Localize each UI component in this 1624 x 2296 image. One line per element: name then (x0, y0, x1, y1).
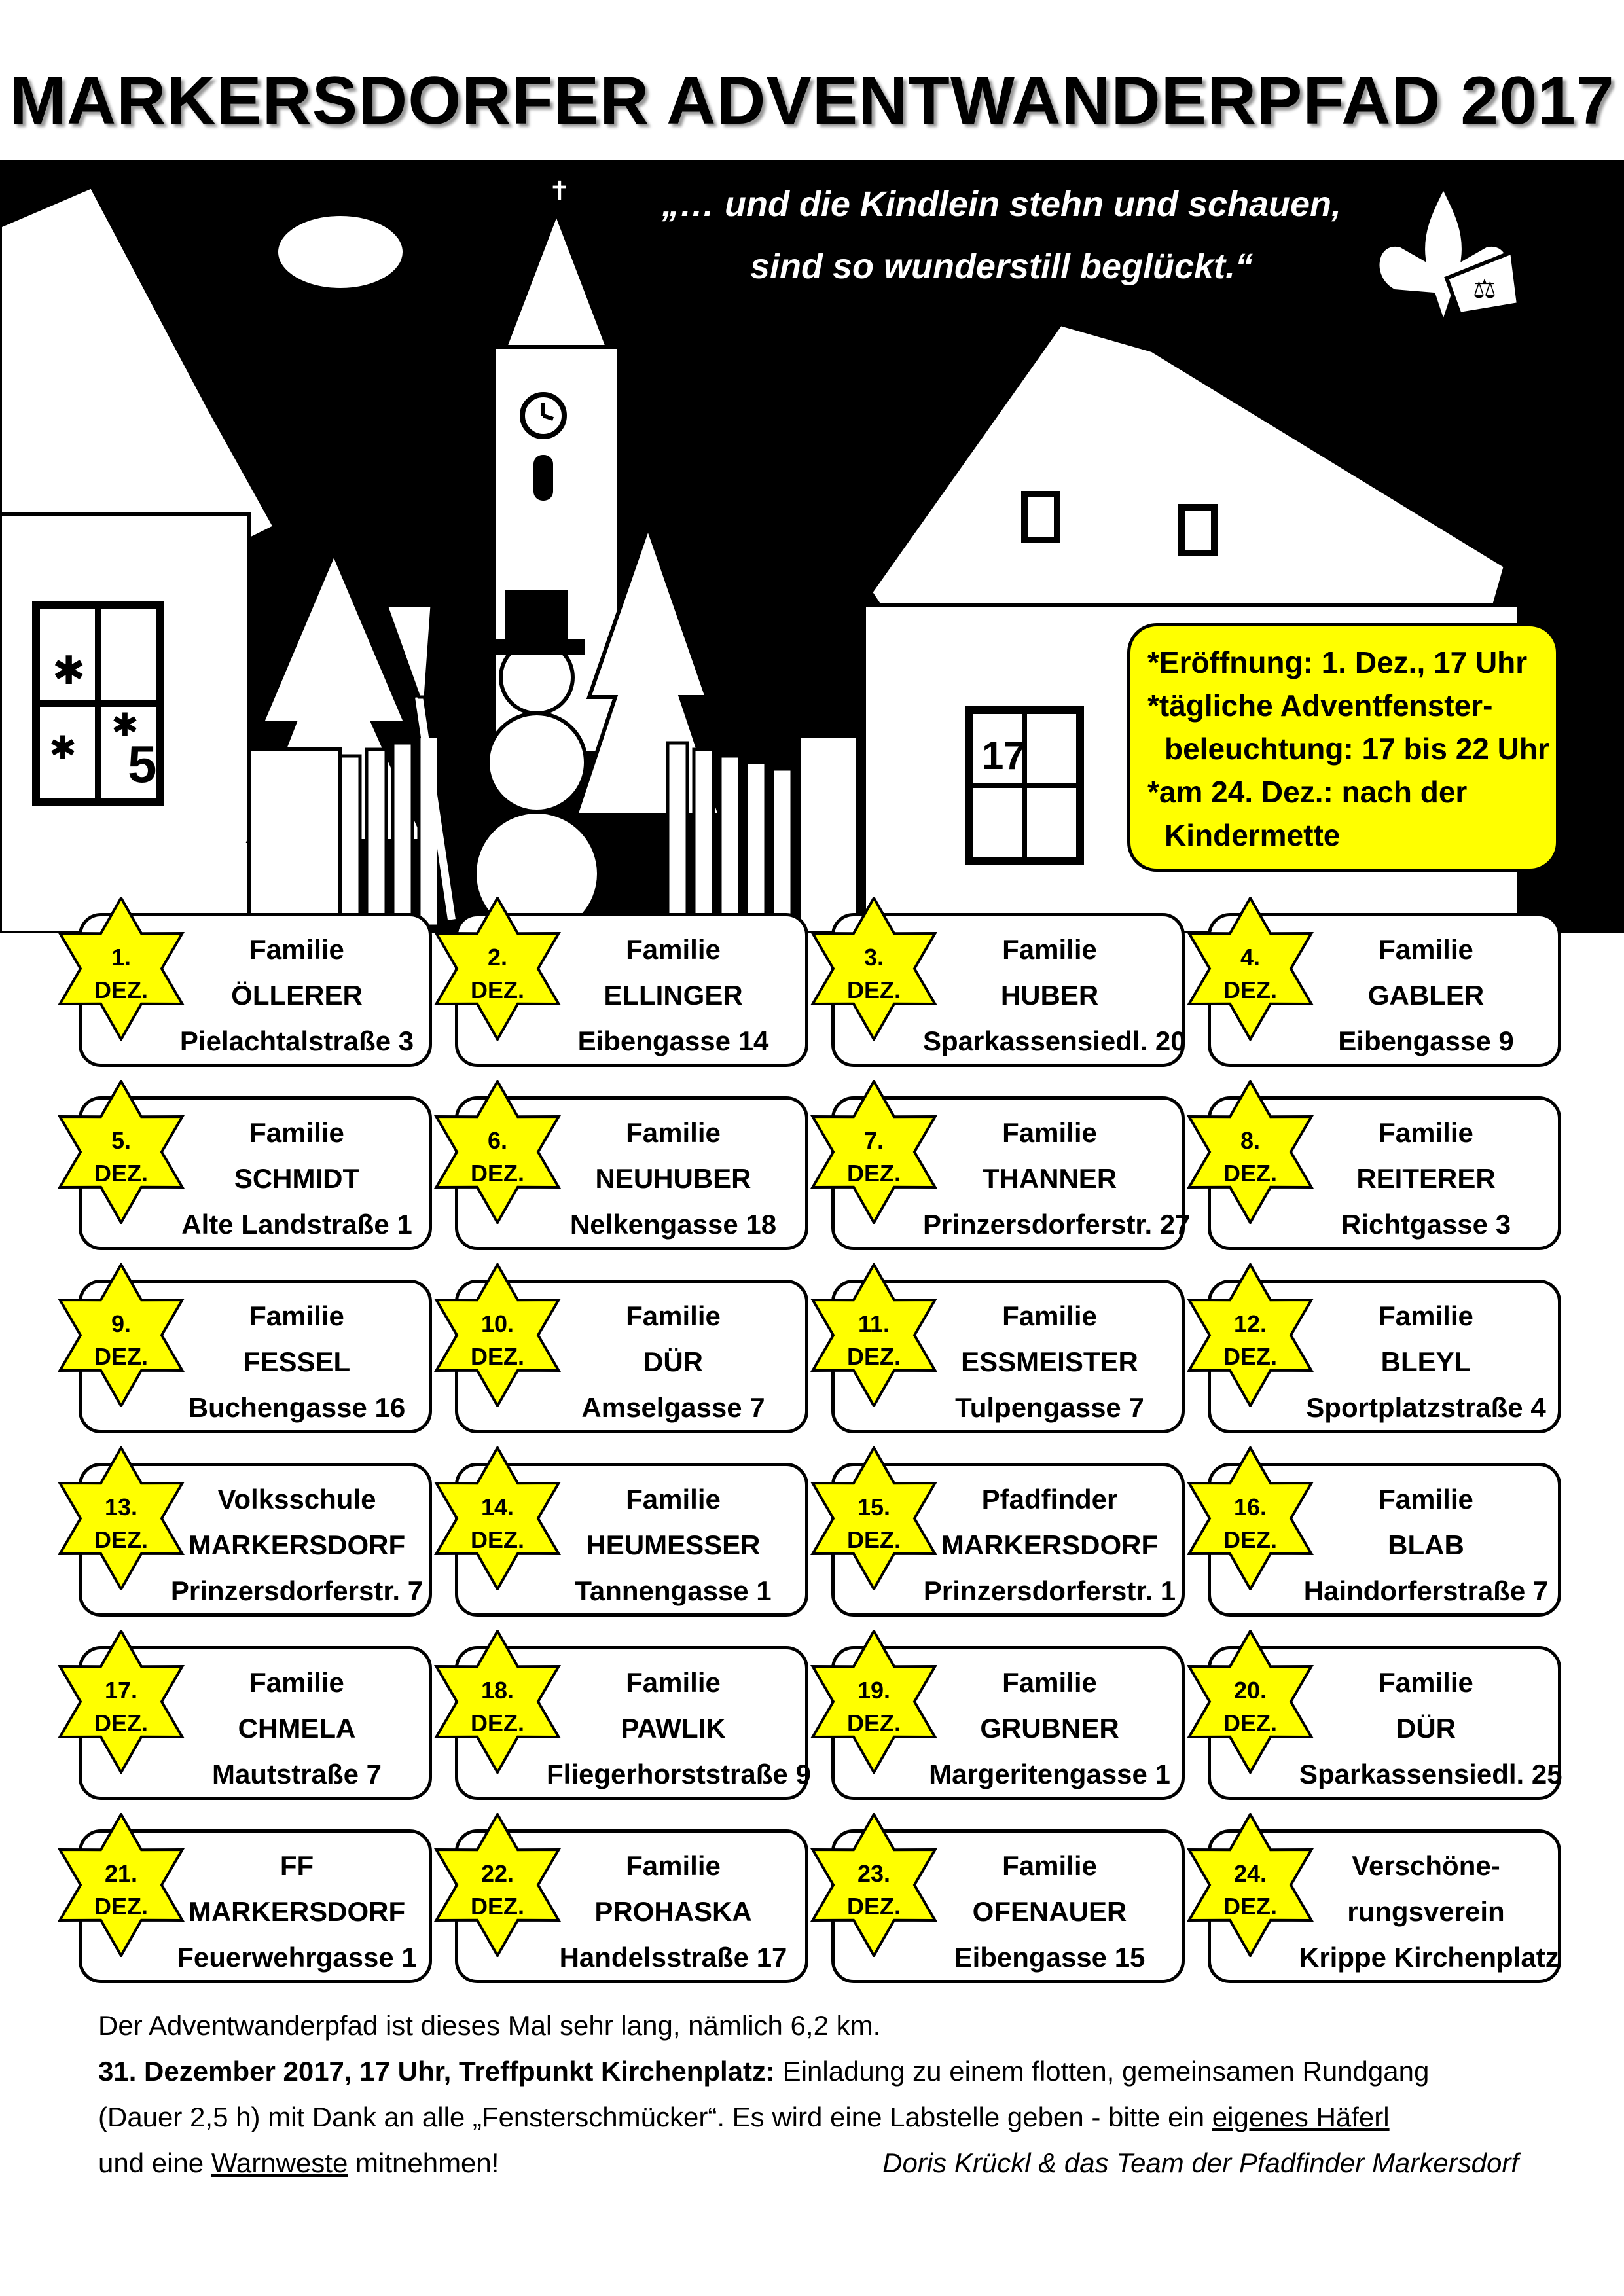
card-text (1299, 1660, 1562, 1797)
star-icon (802, 1263, 946, 1407)
card-line-host: Pfadfinder (981, 1484, 1118, 1515)
month-label: DEZ. (470, 1710, 524, 1736)
stone-wall-left (249, 749, 340, 933)
card-line-address: Buchengasse 16 (188, 1392, 406, 1423)
card-line-host: Volksschule (217, 1484, 376, 1515)
card-line-address: Haindorferstraße 7 (1303, 1575, 1549, 1606)
month-label: DEZ. (94, 1710, 148, 1736)
card-line-name: rungsverein (1347, 1896, 1505, 1927)
day-label (1178, 941, 1322, 1007)
card-line-address: Prinzersdorferstr. 27 (923, 1209, 1191, 1240)
card-line-name: HEUMESSER (586, 1530, 761, 1560)
card-line-host: Familie (626, 1667, 721, 1698)
day-label (49, 1857, 193, 1923)
star-icon (425, 897, 569, 1041)
month-label: DEZ. (846, 1160, 901, 1187)
card-line-name: SCHMIDT (234, 1163, 360, 1194)
card-line-host: Familie (1002, 1850, 1097, 1881)
star-icon (1178, 1813, 1322, 1957)
star-icon (1178, 1446, 1322, 1590)
signature: Doris Krückl & das Team der Pfadfinder Markersdorf (882, 2147, 1519, 2178)
day-number: 12. (1233, 1310, 1267, 1337)
day-number: 8. (1240, 1127, 1261, 1154)
card-line-address: Sparkassensiedl. 20 (923, 1026, 1186, 1056)
day-label (802, 1674, 946, 1740)
day-label (425, 1491, 569, 1556)
card-line-host: Familie (249, 934, 344, 965)
info-line-5: Kindermette (1164, 818, 1341, 852)
card-line-host: Familie (249, 1667, 344, 1698)
card-text (923, 1293, 1176, 1431)
day-label (425, 1308, 569, 1373)
day-number: 17. (104, 1677, 138, 1704)
month-label: DEZ. (846, 1893, 901, 1920)
card-line-host: Familie (626, 1300, 721, 1331)
day-label (1178, 1857, 1322, 1923)
card-text (923, 1110, 1191, 1247)
star-icon (425, 1813, 569, 1957)
card-text (923, 1843, 1176, 1981)
card-text (547, 1110, 800, 1247)
month-label: DEZ. (94, 977, 148, 1003)
vest-note: Warnweste (211, 2147, 348, 2178)
card-line-name: ELLINGER (604, 980, 743, 1011)
star-icon (425, 1630, 569, 1774)
card-line-name: ESSMEISTER (961, 1346, 1138, 1377)
month-label: DEZ. (470, 1526, 524, 1553)
card-text (547, 927, 800, 1064)
star-icon (49, 897, 193, 1041)
card-text (1299, 1843, 1559, 1981)
month-label: DEZ. (1223, 1343, 1277, 1370)
star-icon (1178, 1630, 1322, 1774)
cross-icon: ✝ (549, 176, 571, 206)
card-line-address: Fliegerhorststraße 9 (547, 1759, 811, 1789)
card-text (547, 1293, 800, 1431)
card-line-name: GRUBNER (980, 1713, 1119, 1744)
card-line-host: Familie (1379, 1117, 1473, 1148)
day-number: 2. (487, 944, 508, 971)
card-line-address: Sparkassensiedl. 25 (1299, 1759, 1562, 1789)
card-line-address: Amselgasse 7 (581, 1392, 765, 1423)
month-label: DEZ. (846, 1526, 901, 1553)
card-line-address: Eibengasse 9 (1338, 1026, 1514, 1056)
card-text (923, 1477, 1176, 1614)
card-line-address: Nelkengasse 18 (569, 1209, 777, 1240)
day-number: 1. (111, 944, 132, 971)
card-line-host: Familie (249, 1300, 344, 1331)
svg-text:✱: ✱ (111, 706, 139, 744)
scout-emblem (1362, 180, 1525, 331)
footer-line-4 (98, 2140, 1558, 2186)
card-line-name: HUBER (1000, 980, 1099, 1011)
day-number: 4. (1240, 944, 1261, 971)
card-line-name: CHMELA (238, 1713, 356, 1744)
day-label (802, 941, 946, 1007)
card-text (547, 1477, 800, 1614)
day-label (802, 1857, 946, 1923)
card-line-name: NEUHUBER (595, 1163, 751, 1194)
day-label (1178, 1491, 1322, 1556)
day-number: 10. (480, 1310, 514, 1337)
card-line-host: Familie (626, 1850, 721, 1881)
star-icon (1178, 897, 1322, 1041)
info-box (1127, 623, 1559, 872)
card-line-address: Eibengasse 15 (954, 1942, 1146, 1973)
card-line-name: MARKERSDORF (941, 1530, 1159, 1560)
card-line-address: Handelsstraße 17 (559, 1942, 787, 1973)
card-text (1299, 927, 1553, 1064)
star-icon (802, 1813, 946, 1957)
page-title: MARKERSDORFER ADVENTWANDERPFAD 2017 (9, 63, 1615, 139)
footer-line-1: Der Adventwanderpfad ist dieses Mal sehr lang, nämlich 6,2 km. (98, 2010, 881, 2041)
info-line-2: *tägliche Adventfenster- (1147, 689, 1493, 723)
star-icon (802, 1080, 946, 1224)
day-number: 21. (104, 1860, 138, 1887)
star-icon (1178, 1263, 1322, 1407)
month-label: DEZ. (94, 1343, 148, 1370)
day-number: 7. (863, 1127, 884, 1154)
day-label (49, 941, 193, 1007)
card-text (170, 1293, 424, 1431)
day-label (425, 1674, 569, 1740)
card-line-name: BLAB (1388, 1530, 1464, 1560)
card-line-host: Familie (1379, 1667, 1473, 1698)
card-line-address: Mautstraße 7 (211, 1759, 382, 1789)
month-label: DEZ. (470, 1160, 524, 1187)
day-label (802, 1124, 946, 1190)
info-line-4: *am 24. Dez.: nach der (1147, 775, 1468, 809)
info-line-3: beleuchtung: 17 bis 22 Uhr (1164, 732, 1549, 766)
card-text (170, 1110, 424, 1247)
day-number: 20. (1233, 1677, 1267, 1704)
card-line-name: PAWLIK (621, 1713, 726, 1744)
card-line-address: Margeritengasse 1 (929, 1759, 1170, 1789)
left-house-window (36, 605, 160, 802)
day-label (49, 1308, 193, 1373)
card-line-address: Prinzersdorferstr. 1 (923, 1575, 1176, 1606)
card-text (1299, 1293, 1553, 1431)
card-text (547, 1843, 800, 1981)
footer-line-3 (98, 2094, 1558, 2140)
card-line-host: Familie (1002, 1667, 1097, 1698)
month-label: DEZ. (1223, 1893, 1277, 1920)
day-number: 24. (1233, 1860, 1267, 1887)
card-line-host: Familie (1379, 1484, 1473, 1515)
month-label: DEZ. (94, 1526, 148, 1553)
svg-text:17: 17 (982, 734, 1026, 778)
star-icon (49, 1446, 193, 1590)
card-text (170, 1660, 424, 1797)
day-label (49, 1674, 193, 1740)
day-label (49, 1491, 193, 1556)
month-label: DEZ. (846, 1710, 901, 1736)
day-number: 15. (857, 1494, 891, 1520)
cup-note: eigenes Häferl (1212, 2102, 1390, 2132)
footer (98, 2003, 1558, 2186)
day-label (425, 1857, 569, 1923)
day-number: 9. (111, 1310, 132, 1337)
star-icon (49, 1813, 193, 1957)
card-line-name: OFENAUER (972, 1896, 1127, 1927)
card-text (923, 1660, 1176, 1797)
month-label: DEZ. (470, 1893, 524, 1920)
right-house-window-top (1024, 494, 1057, 540)
card-line-host: Familie (1002, 1300, 1097, 1331)
day-number: 3. (863, 944, 884, 971)
star-icon (1178, 1080, 1322, 1224)
month-label: DEZ. (846, 977, 901, 1003)
svg-text:✱: ✱ (52, 648, 86, 694)
star-icon (802, 897, 946, 1041)
card-line-address: Alte Landstraße 1 (181, 1209, 412, 1240)
day-number: 23. (857, 1860, 891, 1887)
right-house-window-top-2 (1182, 507, 1214, 553)
day-label (425, 1124, 569, 1190)
card-line-name: PROHASKA (594, 1896, 752, 1927)
card-text (1299, 1477, 1553, 1614)
month-label: DEZ. (470, 1343, 524, 1370)
card-line-name: ÖLLERER (231, 980, 363, 1011)
day-label (49, 1124, 193, 1190)
card-text (1299, 1110, 1553, 1247)
card-line-host: Familie (626, 934, 721, 965)
month-label: DEZ. (94, 1893, 148, 1920)
star-icon (49, 1080, 193, 1224)
day-label (425, 941, 569, 1007)
card-line-host: Familie (626, 1117, 721, 1148)
day-number: 18. (480, 1677, 514, 1704)
moon (278, 216, 403, 288)
poem-quote (609, 173, 1394, 298)
quote-line-2: sind so wunderstill beglückt.“ (749, 247, 1254, 286)
quote-line-1: „… und die Kindlein stehn und schauen, (661, 185, 1342, 224)
svg-text:✱: ✱ (49, 729, 77, 767)
info-line-1: *Eröffnung: 1. Dez., 17 Uhr (1147, 645, 1528, 679)
footer-line-4-a: und eine (98, 2147, 211, 2178)
card-line-address: Tulpengasse 7 (955, 1392, 1144, 1423)
day-number: 22. (480, 1860, 514, 1887)
svg-text:5: 5 (128, 735, 157, 793)
star-icon (425, 1446, 569, 1590)
month-label: DEZ. (1223, 1710, 1277, 1736)
card-line-address: Richtgasse 3 (1341, 1209, 1511, 1240)
day-number: 19. (857, 1677, 891, 1704)
day-label (802, 1308, 946, 1373)
day-number: 11. (857, 1310, 890, 1337)
card-line-name: BLEYL (1380, 1346, 1471, 1377)
card-line-name: FESSEL (243, 1346, 351, 1377)
day-label (1178, 1674, 1322, 1740)
month-label: DEZ. (1223, 1160, 1277, 1187)
footer-line-3-text: (Dauer 2,5 h) mit Dank an alle „Fensterschmücker“. Es wird eine Labstelle geben - bitte ein (98, 2102, 1212, 2132)
card-line-name: DÜR (1396, 1713, 1456, 1744)
card-line-name: REITERER (1356, 1163, 1496, 1194)
card-line-host: Familie (1002, 1117, 1097, 1148)
star-icon (49, 1263, 193, 1407)
card-line-address: Feuerwehrgasse 1 (177, 1942, 417, 1973)
card-line-host: Familie (1002, 934, 1097, 965)
card-line-host: Familie (1379, 934, 1473, 965)
card-text (547, 1660, 811, 1797)
card-line-address: Tannengasse 1 (575, 1575, 772, 1606)
card-line-address: Pielachtalstraße 3 (179, 1026, 414, 1056)
card-line-name: MARKERSDORF (188, 1530, 406, 1560)
footer-line-4-b: mitnehmen! (348, 2147, 499, 2178)
card-line-name: GABLER (1367, 980, 1485, 1011)
card-line-host: Familie (626, 1484, 721, 1515)
star-icon (802, 1446, 946, 1590)
day-label (1178, 1124, 1322, 1190)
card-line-host: Verschöne- (1352, 1850, 1500, 1881)
card-line-host: Familie (1379, 1300, 1473, 1331)
month-label: DEZ. (470, 977, 524, 1003)
star-icon (802, 1630, 946, 1774)
event-date: 31. Dezember 2017, 17 Uhr, Treffpunkt Kirchenplatz: (98, 2056, 776, 2087)
svg-text:⚖: ⚖ (1473, 274, 1496, 304)
card-line-address: Eibengasse 14 (577, 1026, 769, 1056)
footer-line-2 (98, 2049, 1558, 2094)
card-text (923, 927, 1186, 1064)
star-icon (425, 1080, 569, 1224)
card-line-name: MARKERSDORF (188, 1896, 406, 1927)
day-number: 13. (104, 1494, 138, 1520)
month-label: DEZ. (1223, 1526, 1277, 1553)
month-label: DEZ. (846, 1343, 901, 1370)
day-label (1178, 1308, 1322, 1373)
day-number: 6. (487, 1127, 508, 1154)
month-label: DEZ. (94, 1160, 148, 1187)
star-icon (49, 1630, 193, 1774)
day-number: 5. (111, 1127, 132, 1154)
card-line-host: Familie (249, 1117, 344, 1148)
card-line-host: FF (280, 1850, 314, 1881)
card-text (170, 1477, 424, 1614)
event-text: Einladung zu einem flotten, gemeinsamen Rundgang (775, 2056, 1430, 2087)
day-label (802, 1491, 946, 1556)
card-line-address: Prinzersdorferstr. 7 (170, 1575, 424, 1606)
day-number: 14. (480, 1494, 514, 1520)
snowman (475, 592, 599, 933)
right-house-window (969, 710, 1080, 861)
card-line-address: Sportplatzstraße 4 (1306, 1392, 1546, 1423)
card-line-name: DÜR (643, 1346, 703, 1377)
card-line-name: THANNER (982, 1163, 1117, 1194)
day-number: 16. (1233, 1494, 1267, 1520)
card-text (170, 927, 424, 1064)
card-line-address: Krippe Kirchenplatz (1299, 1942, 1559, 1973)
star-icon (425, 1263, 569, 1407)
card-text (170, 1843, 424, 1981)
month-label: DEZ. (1223, 977, 1277, 1003)
